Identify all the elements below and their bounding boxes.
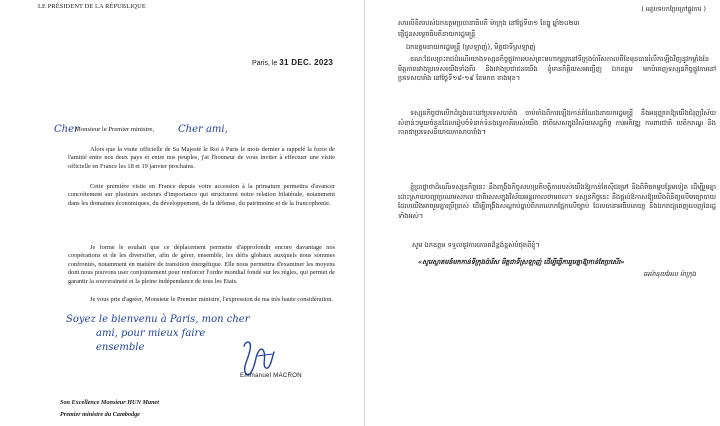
khmer-greeting: ឯកឧត្ដមនាយករដ្ឋមន្ត្រី (ស្រឡាញ់), មិត្តជាទីស្រឡាញ់ bbox=[406, 43, 536, 51]
khmer-heading-line: សារលិខិតរបស់ឯកឧត្តមប្រធានាធិបតី ម៉ាក្រុង នៅថ្ងៃទី៣១ ខែធ្នូ ឆ្នាំ២០២៣ bbox=[398, 19, 580, 27]
khmer-heading-line: ផ្ញើជូនសម្ដេចធិបតីនាយករដ្ឋមន្ត្រី bbox=[398, 30, 476, 38]
khmer-paragraph: ទស្សនកិច្ចជាលើកដំបូងនេះនៅប្រទេសបារាំង ចាប់តាំងពីការឡើងកាន់តំណែងនាយករដ្ឋមន្ត្រី នឹងអនុញ្ញាតឱ្យយើងជំរុញវិស័យសំខាន់ៗមួយចំនួនដែលរៀបចំទំនាក់ទំនងទ្វេភាគីរបស់យើង ជាពិសេសក្នុងវិស័យសេដ្ឋកិច្ច ការអភិវឌ្ឍ ការពារជាតិ បេតិកភណ្ឌ និងភាពជាប្រទេសនិយាយភាសាបារាំង។ bbox=[398, 109, 716, 136]
letter-paragraph: Alors que la visite officielle de Sa Majesté le Roi à Paris le mois dernier a rappelé la force de l'amitié entre nos deux pays et entre nos peuples, j'ai l'honneur de vous inviter à effectuer une visite officielle en France les 18 et 19 janvier prochains. bbox=[68, 146, 335, 170]
recipient-name: Son Excellence Monsieur HUN Manet bbox=[60, 399, 160, 406]
khmer-paragraph: ខណៈដែលព្រះរាជដំណើរយាងទស្សនកិច្ចផ្លូវការរបស់ព្រះមហាក្សត្រនៅទីក្រុងប៉ារីសកាលពីខែមុនបានរំលឹកឡើងវិញនូវកម្លាំងនៃមិត្តភាពរវាងប្រទេសយើងទាំងពីរ និងរវាងប្រជាជនយើង ខ្ញុំមានកិត្តិយសអញ្ជើញ ឯកឧត្តម មកបំពេញទស្សនកិច្ចផ្លូវការនៅប្រទេសបារាំង នៅថ្ងៃទី១៨-១៩ ខែមករា ខាងមុខ។ bbox=[398, 55, 716, 82]
handwritten-salutation-suffix: Cher ami, bbox=[178, 124, 228, 135]
khmer-translation-page bbox=[368, 0, 720, 426]
letterhead: LE PRÉSIDENT DE LA RÉPUBLIQUE bbox=[38, 3, 146, 10]
letter-paragraph: Je vous prie d'agréer, Monsieur le Premier ministre, l'expression de ma très haute considération. bbox=[90, 296, 334, 303]
letter-paragraph: Cette première visite en France depuis votre accession à la primature permettra d'avancer concrètement sur plusieurs secteurs d'importance qui structurent notre relation bilatérale, notamment dans les domaines économiques, du développement, de la défense, du patrimoine et de la francophonie. bbox=[68, 183, 335, 207]
unofficial-translation-header: ( អត្ថបទបកប្រែក្រៅផ្លូវការ ) bbox=[641, 6, 706, 13]
date-place: Paris, le bbox=[252, 60, 278, 67]
handwritten-salutation-prefix: Cher bbox=[54, 124, 79, 135]
signer-name: Emmanuel MACRON bbox=[240, 372, 302, 379]
letter-date bbox=[252, 58, 333, 67]
handwritten-closing-line: ami, pour mieux faire ensemble bbox=[96, 328, 206, 353]
date-stamp: 31 DEC. 2023 bbox=[279, 58, 334, 67]
letter-paragraph: Je forme le souhait que ce déplacement permette d'approfondir encore davantage nos coopérations et de les diversifier, afin de gérer, ensemble, les défis globaux auxquels nous sommes confrontés, notamment en matière de transition énergétique. Elle nous permettra d'examiner les moyens dont nous pouvons user conjointement pour renforcer l'ordre mondial fondé sur les règles, qui permet de garantir la souveraineté et la pleine indépendance de tous les Etats. bbox=[68, 244, 335, 285]
recipient-title: Premier ministre du Cambodge bbox=[60, 411, 140, 418]
khmer-handwritten-note: «សូមស្វាគមន៍មកកាន់ទីក្រុងប៉ារីស មិត្តជាទីស្រឡាញ់ ដើម្បីធ្វើការរួមគ្នាឱ្យកាន់តែប្រសើរ» bbox=[418, 258, 625, 266]
handwritten-closing bbox=[66, 313, 256, 355]
khmer-signer-name: អេម៉ានុយអែល ម៉ាក្រុង bbox=[643, 270, 696, 278]
khmer-paragraph: ខ្ញុំប្រាថ្នាថាដំណើរទស្សនកិច្ចនេះ នឹងពង្រឹងកិច្ចសហប្រតិបត្តិការរបស់យើងឱ្យកាន់តែស៊ីជម្រៅ និងពិពិធកម្មបន្ថែមទៀត ដើម្បីរួមគ្នាដោះស្រាយបញ្ហាប្រឈមសកល ជាពិសេសក្នុងវិស័យអន្តរកាលថាមពល។ ទស្សនកិច្ចនេះ នឹងផ្ដល់ឱកាសឱ្យយើងពិនិត្យលើមធ្យោបាយដែលយើងអាចរួមគ្នាប្រើប្រាស់ ដើម្បីពង្រឹងសណ្ដាប់ធ្នាប់ពិភពលោកផ្អែកលើច្បាប់ ដែលធានាអធិបតេយ្យ និងឯករាជ្យពេញលេញនៃរដ្ឋទាំងអស់។ bbox=[398, 183, 716, 220]
handwritten-closing-line: Soyez le bienvenu à Paris, mon cher bbox=[66, 314, 250, 325]
khmer-closing: សូម ឯកឧត្តម ទទួលនូវការគោរពដ៏ខ្ពង់ខ្ពស់បំផុតពីខ្ញុំ។ bbox=[412, 241, 540, 249]
salutation: Monsieur le Premier ministre, bbox=[75, 126, 155, 133]
